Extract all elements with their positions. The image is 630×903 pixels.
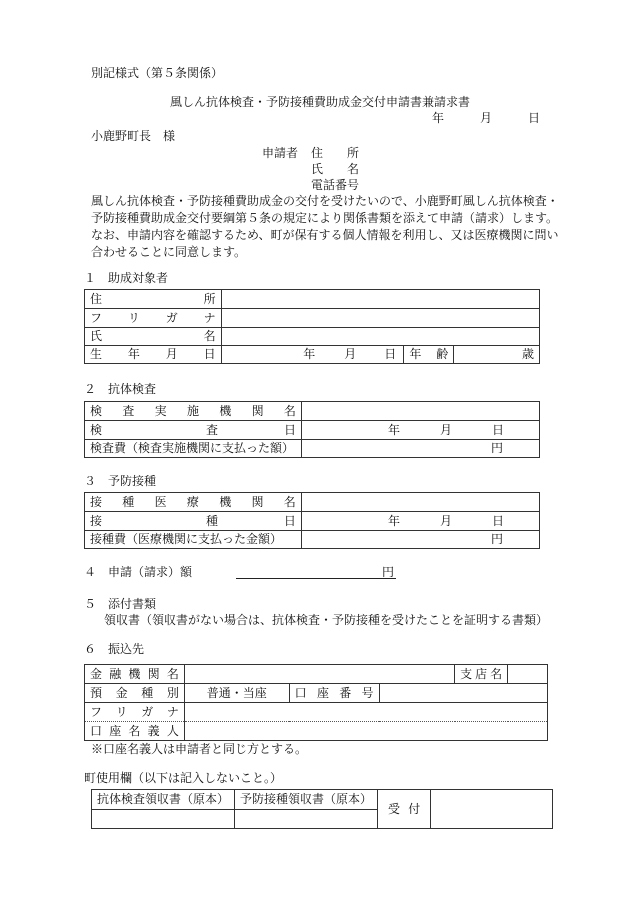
row-furigana [85,309,540,328]
section5-heading: ５ 添付書類 [84,597,157,611]
date-month-label: 月 [479,111,492,125]
test-fee-label: 検査費（検査実施機関に支払った額） [85,440,302,458]
furigana-field[interactable] [221,309,539,328]
section6-table [84,664,548,741]
receipt-label: 受 付 [378,790,431,829]
test-receipt-check [92,810,235,829]
vaccine-fee-label: 接種費（医療機関に支払った金額） [85,531,302,549]
body-line-1: 風しん抗体検査・予防接種費助成金の交付を受けたいので、小鹿野町風しん抗体検査・ [91,194,559,208]
date-day-label: 日 [527,111,540,125]
holder-furigana-field[interactable] [184,703,547,722]
attachment-description: 領収書（領収書がない場合は、抗体検査・予防接種を受けたことを証明する書類） [104,613,549,627]
bank-name-field[interactable] [184,665,454,684]
furigana-label: フ リ ガ ナ [85,309,222,328]
section6-heading: ６ 振込先 [84,642,145,656]
age-field[interactable]: 歳 [454,346,540,364]
holder-label: 口 座 名 義 人 [85,722,185,741]
bank-name-label: 金 融 機 関 名 [85,665,185,684]
submission-date [432,111,540,125]
name-field[interactable] [221,328,539,346]
row-dob [85,346,540,364]
test-fee-field[interactable]: 円 [301,440,539,458]
applicant-label: 申請者 [262,146,299,160]
row-vaccine-institution [85,493,540,512]
test-institution-field[interactable] [301,402,539,421]
row-account [85,684,548,703]
addressee: 小鹿野町長 様 [91,129,176,143]
address-label: 住 所 [85,290,222,309]
town-use-table [91,789,553,829]
row-test-fee [85,440,540,458]
vaccine-receipt-check [235,810,378,829]
row-town-use-head [92,790,553,810]
request-amount-field[interactable] [236,564,396,579]
body-line-3: なお、申請内容を確認するため、町が保有する個人情報を利用し、又は医療機関に問い [91,228,559,242]
test-institution-label: 検 査 実 施 機 関 名 [85,402,302,421]
test-date-label: 検 査 日 [85,421,302,440]
applicant-name-label: 氏 名 [311,162,359,176]
account-type-field[interactable]: 普通・当座 [184,684,289,703]
row-holder-furigana [85,703,548,722]
vaccine-institution-field[interactable] [301,493,539,512]
row-vaccine-fee [85,531,540,549]
row-name [85,328,540,346]
row-test-date [85,421,540,440]
age-label: 年 齢 [404,346,454,364]
form-style-label: 別記様式（第５条関係） [91,66,224,80]
section3-heading: ３ 予防接種 [84,474,157,488]
section3-table [84,492,540,549]
town-use-heading: 町使用欄（以下は記入しないこと。） [84,771,283,785]
vaccine-receipt-label: 予防接種領収書（原本） [235,790,378,810]
address-field[interactable] [221,290,539,309]
dob-field[interactable]: 年 月 日 [221,346,404,364]
holder-field[interactable] [184,722,547,741]
branch-name-field[interactable] [508,665,548,684]
document-title: 風しん抗体検査・予防接種費助成金交付申請書兼請求書 [170,95,471,109]
vaccine-date-label: 接 種 日 [85,512,302,531]
account-number-label: 口 座 番 号 [289,684,379,703]
holder-note: ※口座名義人は申請者と同じ方とする。 [91,742,308,756]
body-line-2: 予防接種費助成金交付要綱第５条の規定により関係書類を添えて申請（請求）します。 [91,211,559,225]
test-receipt-label: 抗体検査領収書（原本） [92,790,235,810]
row-test-institution [85,402,540,421]
applicant-address-label: 住 所 [311,146,359,160]
name-label: 氏 名 [85,328,222,346]
test-date-field[interactable]: 年 月 日 [301,421,539,440]
section2-heading: ２ 抗体検査 [84,382,157,396]
applicant-phone-label: 電話番号 [311,178,360,192]
branch-name-label: 支 店 名 [455,665,508,684]
section4-heading: ４ 申請（請求）額 [84,565,193,579]
vaccine-institution-label: 接 種 医 療 機 関 名 [85,493,302,512]
receipt-stamp-field [431,790,553,829]
request-amount-yen: 円 [381,565,394,579]
row-holder [85,722,548,741]
section1-table [84,289,540,364]
account-number-field[interactable] [379,684,547,703]
section1-heading: １ 助成対象者 [84,271,169,285]
vaccine-fee-field[interactable]: 円 [301,531,539,549]
account-type-label: 預 金 種 別 [85,684,185,703]
date-year-label: 年 [432,111,445,125]
body-line-4: 合わせることに同意します。 [91,245,247,259]
row-bank [85,665,548,684]
row-vaccine-date [85,512,540,531]
vaccine-date-field[interactable]: 年 月 日 [301,512,539,531]
dob-label: 生 年 月 日 [85,346,222,364]
section2-table [84,401,540,458]
row-address [85,290,540,309]
holder-furigana-label: フ リ ガ ナ [85,703,185,722]
